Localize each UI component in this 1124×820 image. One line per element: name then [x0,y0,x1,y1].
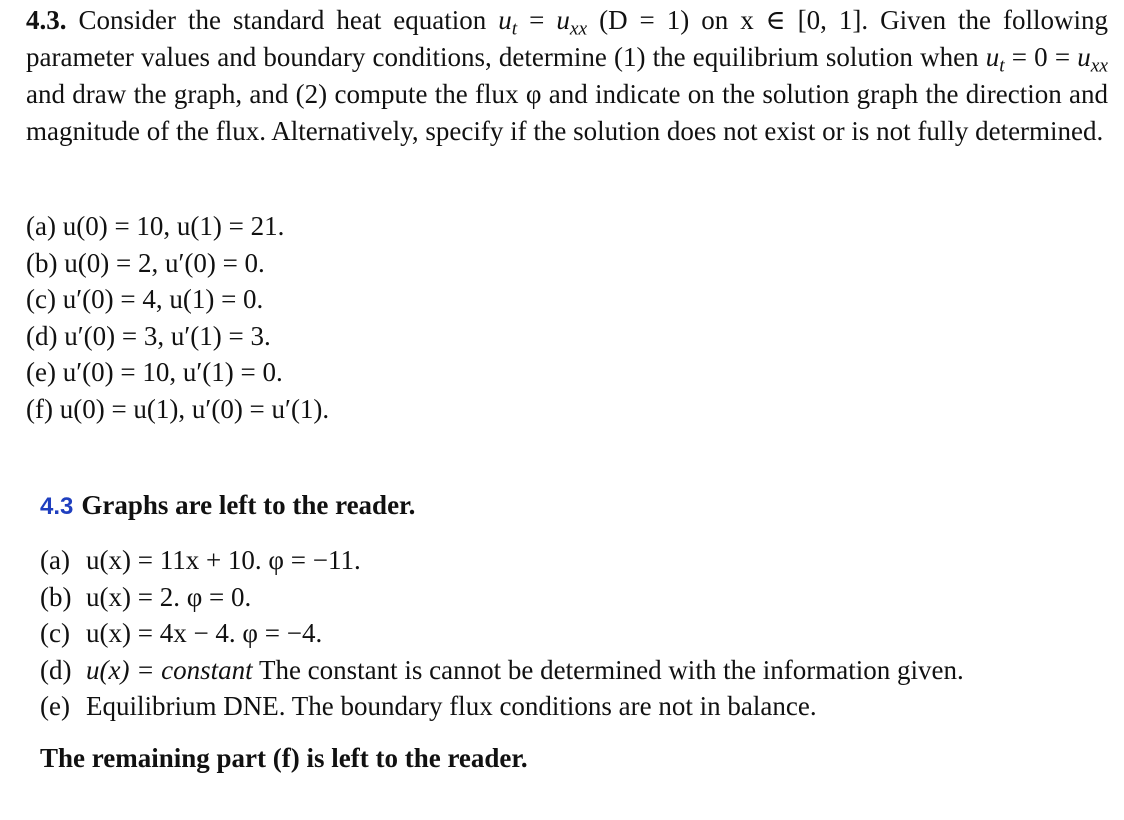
problem-text-mid: (D = 1) on x ∈ [0, 1]. Given the following parameter values and boundary conditions, determine (1) the equilibrium solution when [26,5,1108,72]
eq-uxx-2: u [1077,42,1091,72]
problem-number: 4.3. [26,5,67,35]
part-d: (d) u′(0) = 3, u′(1) = 3. [26,320,271,351]
boundary-conditions-list [26,208,329,427]
problem-text-start: Consider the standard heat equation [66,5,499,35]
part-f: (f) u(0) = u(1), u′(0) = u′(1). [26,393,330,424]
solution-heading-text: Graphs are left to the reader. [81,490,416,520]
answer-text: u(x) = 2. φ = 0. [86,581,252,612]
eq-uxx-2-sub: xx [1090,55,1108,77]
answer-math: u(x) = constant [86,654,253,685]
answer-text: u(x) = 11x + 10. φ = −11. [86,545,361,575]
answer-text: The constant is cannot be determined with the information given. [252,654,964,685]
answer-label: (d) [40,654,72,685]
eq-ut: u [498,5,512,35]
answer-text: u(x) = 4x − 4. φ = −4. [86,618,323,648]
part-c: (c) u′(0) = 4, u(1) = 0. [26,284,264,314]
part-b: (b) u(0) = 2, u′(0) = 0. [26,247,265,278]
answer-label: (b) [40,581,72,612]
problem-statement [26,2,1108,150]
answer-label: (c) [40,618,70,648]
eq-uxx: u [556,5,570,35]
eq-uxx-sub: xx [569,18,588,40]
answer-e [40,688,1110,725]
eq-ut-sub: t [511,18,518,40]
part-e: (e) u′(0) = 10, u′(1) = 0. [26,357,283,387]
solution-heading [40,488,1110,524]
answer-text: Equilibrium DNE. The boundary flux conditions are not in balance. [86,691,817,721]
answer-b [40,579,1110,616]
solution-section [40,488,1110,775]
eq-ut-2-sub: t [999,55,1005,77]
problem-text-rest: and draw the graph, and (2) compute the flux φ and indicate on the solution graph the direction and magnitude of the flux. Alternatively, specify if the solution does not exist or is not fully determined. [26,79,1108,146]
answer-label: (a) [40,545,70,575]
answer-a [40,542,1110,579]
eq-ut-2: u [985,42,1000,72]
part-a: (a) u(0) = 10, u(1) = 21. [26,211,285,241]
eq-equals: = [517,5,557,35]
answer-c [40,615,1110,652]
answers-list [40,542,1110,725]
answer-label: (e) [40,691,70,721]
closing-note: The remaining part (f) is left to the reader. [40,742,528,773]
solution-number: 4.3 [40,493,74,520]
eq-zero: = 0 = [1004,42,1078,72]
answer-d [40,652,1110,689]
